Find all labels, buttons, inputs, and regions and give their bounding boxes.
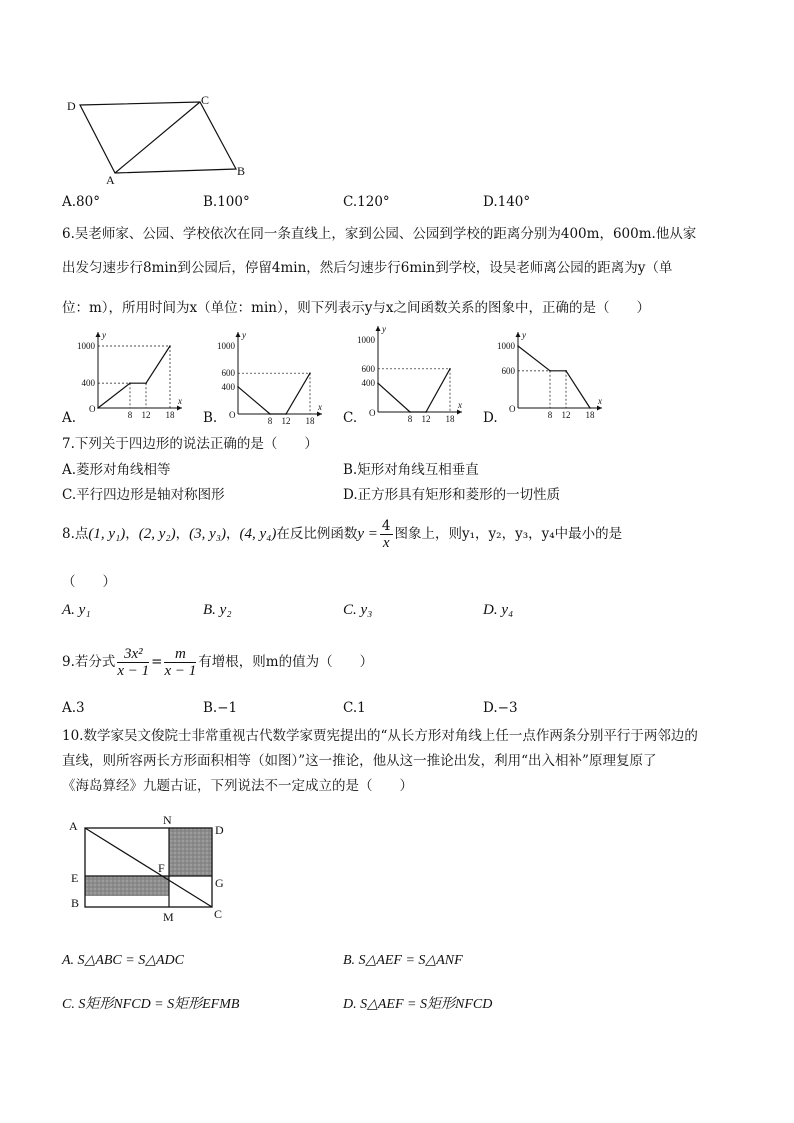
q8-fraction (380, 518, 393, 551)
q7-option-d[interactable]: D.正方形具有矩形和菱形的一切性质 (343, 487, 561, 503)
graph-a-label[interactable]: A. (62, 410, 77, 426)
x-tick-label: 12 (281, 416, 291, 426)
q9-num2: m (164, 646, 196, 663)
y-axis-arrow (236, 332, 241, 337)
q8-stem: 8.点(1, y₁)，(2, y₂)，(3, y₃)，(4, y₄)在反比例函数y = $\frac{4}{x}$ 图象上，则y₁，y₂，y₃，y₄中最小的是 (62, 518, 623, 551)
x-tick-label: 18 (305, 416, 315, 426)
q8-option-d[interactable]: D. y₄ (483, 602, 514, 618)
label-m: M (163, 910, 174, 924)
shaded-rect-nfgd (169, 828, 212, 876)
x-axis-label: x (178, 396, 182, 406)
data-point (169, 345, 171, 347)
x-tick-label: 8 (127, 410, 133, 420)
parallelogram-figure (60, 90, 260, 190)
q8-option-c[interactable]: C. y₃ (343, 602, 373, 618)
q9-suffix: 有增根，则m的值为（ ） (198, 654, 374, 670)
label-g: G (215, 876, 224, 890)
y-tick-label: 400 (81, 378, 95, 389)
q8-point-2: (2, y₂) (138, 526, 176, 542)
y-axis-label: y (382, 324, 386, 334)
origin-label: O (509, 404, 516, 414)
y-axis-label: y (242, 330, 246, 340)
x-tick-label: 12 (421, 414, 431, 424)
data-point (425, 411, 427, 413)
q9-prefix: 9.若分式 (62, 654, 116, 670)
q6-stem-line1: 6.吴老师家、公园、学校依次在同一条直线上，家到公园、公园到学校的距离分别为400m，600m.他从家 (62, 226, 697, 242)
q8-point-4: (4, y₄) (239, 526, 277, 542)
data-point (237, 386, 239, 388)
x-tick-label: 18 (585, 410, 595, 420)
q8-func-num: 4 (381, 518, 391, 534)
data-point (129, 382, 131, 384)
y-axis-arrow (376, 326, 381, 331)
origin-label: O (229, 410, 236, 420)
origin-label: O (89, 404, 96, 414)
data-point (269, 413, 271, 415)
label-b: B (71, 896, 80, 910)
q8-prefix: 8.点 (62, 526, 89, 542)
origin-label: O (369, 408, 376, 418)
label-c: C (214, 907, 223, 921)
y-tick-label: 600 (221, 368, 235, 379)
data-point (517, 345, 519, 347)
q6-stem-line2: 出发匀速步行8min到公园后，停留4min，然后匀速步行6min到学校，设吴老师离公园的距离为y（单 (62, 260, 673, 276)
q8-suffix: 图象上，则y₁，y₂，y₃，y₄中最小的是 (394, 526, 623, 542)
x-axis-arrow (457, 410, 462, 415)
data-point (145, 382, 147, 384)
y-tick-label: 400 (221, 381, 235, 392)
q9-stem (62, 643, 373, 681)
graph-b (210, 330, 322, 426)
y-tick-label: 1000 (497, 341, 515, 351)
q10-option-b[interactable]: B. S△AEF = S△ANF (343, 953, 463, 968)
x-tick-label: 12 (561, 410, 571, 420)
x-tick-label: 8 (407, 414, 413, 424)
series-line (378, 369, 450, 412)
y-axis-label: y (102, 330, 106, 340)
y-tick-label: 600 (501, 365, 515, 376)
x-tick-label: 8 (267, 416, 273, 426)
label-a: A (69, 819, 78, 833)
series-line (518, 346, 590, 408)
data-point (377, 382, 379, 384)
q8-func-lhs: y = (357, 526, 378, 542)
q7-option-c[interactable]: C.平行四边形是轴对称图形 (62, 487, 225, 503)
shaded-rect-ebmf (85, 876, 169, 896)
q7-option-a[interactable]: A.菱形对角线相等 (62, 462, 171, 478)
graph-c-label[interactable]: C. (343, 410, 358, 426)
q5-option-b[interactable]: B.100° (203, 194, 250, 210)
graph-d (490, 330, 600, 420)
x-axis-arrow (317, 412, 322, 417)
x-tick-label: 18 (445, 414, 455, 424)
x-axis-arrow (177, 406, 182, 411)
data-point (285, 413, 287, 415)
q9-option-d[interactable]: D.−3 (483, 700, 518, 716)
data-point (565, 370, 567, 372)
label-c: C (201, 93, 210, 107)
q8-option-b[interactable]: B. y₂ (203, 602, 232, 618)
q9-option-c[interactable]: C.1 (343, 700, 366, 716)
label-n: N (163, 813, 172, 827)
data-point (409, 411, 411, 413)
data-point (589, 407, 591, 409)
y-tick-label: 600 (361, 363, 375, 374)
q9-den2: x − 1 (164, 663, 197, 679)
q9-den1: x − 1 (117, 663, 150, 679)
q10-stem-line2: 直线，则所容两长方形面积相等（如图）”这一推论，他从这一推论出发，利用“出入相补”原理复原了 (62, 753, 657, 769)
data-point (549, 370, 551, 372)
x-tick-label: 12 (141, 410, 151, 420)
q6-stem-line3: 位：m），所用时间为x（单位：min），则下列表示y与x之间函数关系的图象中，正确的是（ ） (62, 300, 650, 316)
q7-stem: 7.下列关于四边形的说法正确的是（ ） (62, 436, 318, 452)
label-e: E (71, 871, 79, 885)
rectangle-figure (66, 812, 236, 924)
q7-option-b[interactable]: B.矩形对角线互相垂直 (343, 462, 479, 478)
q9-option-b[interactable]: B.−1 (203, 700, 238, 716)
x-axis-label: x (598, 396, 602, 406)
x-tick-label: 8 (547, 410, 553, 420)
q5-option-c[interactable]: C.120° (343, 194, 390, 210)
data-point (97, 407, 99, 409)
q9-option-a[interactable]: A.3 (62, 700, 85, 716)
data-point (449, 368, 451, 370)
y-axis-arrow (96, 332, 101, 337)
q8-func-den: x (382, 535, 390, 551)
y-tick-label: 400 (361, 378, 375, 389)
q10-option-d[interactable]: D. S△AEF = S矩形NFCD (343, 997, 493, 1012)
q9-fraction-right (164, 646, 196, 679)
graph-b-label[interactable]: B. (203, 410, 218, 426)
label-f: F (158, 861, 165, 875)
label-d: D (215, 823, 224, 837)
diagonal-ac (115, 102, 200, 173)
label-d: D (67, 99, 76, 113)
q8-point-1: (1, y₁) (88, 526, 126, 542)
label-b: B (237, 164, 246, 178)
q8-paren: （ ） (62, 574, 116, 590)
q5-option-a[interactable]: A.80° (62, 194, 100, 210)
q10-stem-line3: 《海岛算经》九题古证，下列说法不一定成立的是（ ） (62, 778, 413, 794)
x-axis-arrow (597, 406, 602, 411)
graph-a (70, 330, 180, 420)
data-point (309, 372, 311, 374)
q8-mid: 在反比例函数 (276, 526, 358, 542)
q9-num1: 3x² (117, 646, 149, 663)
y-axis-label: y (522, 330, 526, 340)
x-axis-label: x (458, 400, 462, 410)
label-a: A (106, 173, 115, 187)
q8-point-3: (3, y₃) (189, 526, 227, 542)
graph-c (350, 324, 462, 424)
y-tick-label: 1000 (77, 341, 95, 351)
graph-d-label[interactable]: D. (483, 410, 498, 426)
q10-option-c[interactable]: C. S矩形NFCD = S矩形EFMB (62, 997, 240, 1012)
y-tick-label: 1000 (217, 341, 235, 351)
y-tick-label: 1000 (357, 335, 375, 345)
series-line (98, 346, 170, 408)
x-tick-label: 18 (165, 410, 175, 420)
q8-option-a[interactable]: A. y₁ (62, 602, 91, 618)
y-axis-arrow (516, 332, 521, 337)
x-axis-label: x (318, 402, 322, 412)
series-line (238, 373, 310, 414)
q10-stem-line1: 10.数学家吴文俊院士非常重视古代数学家贾宪提出的“从长方形对角线上任一点作两条分别平行于两邻边的 (62, 728, 698, 744)
q9-eq: = (151, 654, 163, 670)
q10-option-a[interactable]: A. S△ABC = S△ADC (62, 953, 184, 968)
q5-option-d[interactable]: D.140° (483, 194, 531, 210)
q9-fraction-left (117, 646, 149, 679)
